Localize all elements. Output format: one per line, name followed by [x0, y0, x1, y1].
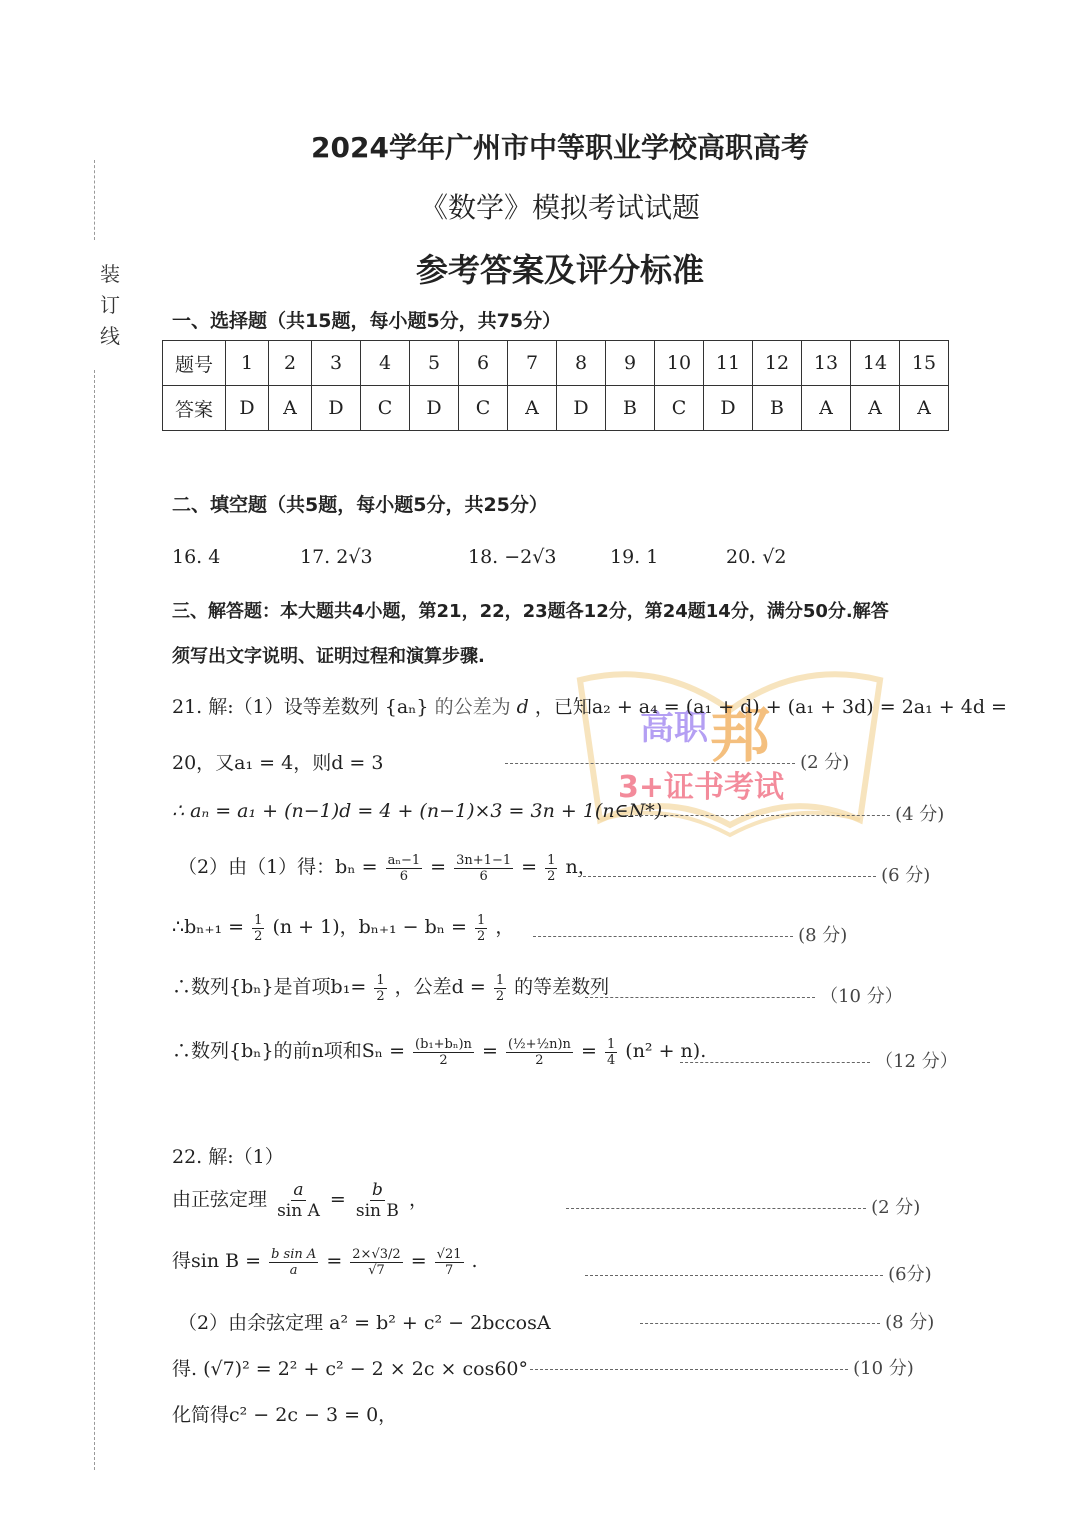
q21-line1-d: d — [516, 696, 529, 718]
q21-line4-pre: （2）由（1）得：bₙ = — [178, 856, 378, 878]
answer-row — [163, 386, 949, 431]
q-number: 6 — [459, 341, 508, 386]
equals: = — [410, 1250, 427, 1272]
answer-17: 17. 2√3 — [300, 546, 373, 568]
q21-line6-post: 的等差数列 — [514, 976, 610, 998]
page-subtitle: 《数学》模拟考试试题 — [419, 191, 700, 224]
q-number: 1 — [226, 341, 269, 386]
q21-line6 — [172, 972, 609, 1004]
section1-heading: 一、选择题（共15题，每小题5分，共75分） — [172, 310, 562, 332]
q21-line5 — [172, 912, 514, 944]
q21-line4-post: n， — [565, 856, 597, 878]
numerator: 2×√3/2 — [352, 1246, 401, 1262]
score-label: (6 分) — [881, 865, 931, 886]
denominator: a — [289, 1262, 298, 1278]
q21-line1 — [172, 692, 1007, 719]
binding-line-bottom — [94, 370, 95, 1470]
answer-cell: D — [410, 386, 459, 431]
denominator: 4 — [606, 1052, 616, 1068]
dash-leader — [625, 815, 890, 816]
watermark-line1: 高职 — [640, 708, 708, 748]
dash-leader — [530, 1369, 848, 1370]
numerator: (½+½n)n — [507, 1036, 571, 1052]
numerator: 1 — [376, 972, 385, 988]
fraction — [350, 1247, 402, 1278]
answer-cell: A — [851, 386, 900, 431]
q21-line1-pre: 21. 解:（1）设等差数列 — [172, 696, 379, 718]
dash-leader — [585, 1275, 883, 1276]
q22-line4: （2）由余弦定理 a² = b² + c² − 2bccosA — [178, 1312, 551, 1334]
watermark-line2: 3+证书考试 — [618, 770, 785, 805]
equals: = — [329, 1188, 346, 1211]
equals: = — [481, 1040, 498, 1062]
equals: = — [580, 1040, 597, 1062]
denominator: 2 — [254, 928, 263, 944]
fraction — [374, 973, 386, 1004]
answer-19: 19. 1 — [610, 546, 659, 568]
q22-line3-post: . — [471, 1250, 478, 1272]
score-label: （10 分） — [820, 986, 903, 1007]
fraction — [354, 1180, 401, 1221]
q21-line7-pre: ∴数列{bₙ}的前n项和Sₙ = — [172, 1040, 405, 1062]
row-label-question: 题号 — [163, 341, 226, 386]
denominator: 2 — [547, 868, 556, 884]
denominator: sin B — [355, 1201, 399, 1221]
binding-char-2: 订 — [100, 293, 120, 317]
answer-18: 18. −2√3 — [468, 546, 557, 568]
q22-line2 — [172, 1180, 428, 1221]
dash-leader — [640, 1323, 880, 1324]
denominator: 2 — [495, 988, 505, 1004]
section3-heading-line1: 三、解答题：本大题共4小题，第21，22，23题各12分，第24题14分，满分50分.解答 — [172, 601, 889, 622]
equals: = — [430, 856, 447, 878]
q21-line1-mid: 的公差为 — [434, 696, 511, 718]
numerator: 1 — [495, 972, 505, 988]
question-number-row — [163, 341, 949, 386]
numerator: 1 — [254, 912, 263, 928]
dash-leader — [578, 876, 876, 877]
q21-line5-mid: (n + 1)，bₙ₊₁ − bₙ = — [272, 916, 467, 938]
fraction — [252, 913, 264, 944]
q21-score-10 — [585, 982, 903, 1008]
q-number: 9 — [606, 341, 655, 386]
fraction — [475, 913, 487, 944]
q21-score-2 — [505, 748, 849, 774]
dash-leader — [505, 763, 795, 764]
q-number: 12 — [753, 341, 802, 386]
q22-line2-post: ， — [408, 1188, 428, 1211]
q21-line5-post: ， — [495, 916, 515, 938]
numerator: 1 — [477, 912, 486, 928]
q-number: 4 — [361, 341, 410, 386]
fraction — [605, 1037, 617, 1068]
fraction — [494, 973, 506, 1004]
q22-line6: 化简得c² − 2c − 3 = 0， — [172, 1404, 398, 1426]
answer-key-title: 参考答案及评分标准 — [415, 251, 704, 289]
numerator: aₙ−1 — [387, 852, 421, 868]
page-title: 2024学年广州市中等职业学校高职高考 — [311, 131, 809, 164]
score-label: (4 分) — [895, 804, 945, 825]
answer-16: 16. 4 — [172, 546, 221, 568]
q21-line5-pre: ∴bₙ₊₁ = — [172, 916, 245, 938]
q-number: 3 — [312, 341, 361, 386]
answer-cell: D — [704, 386, 753, 431]
fraction — [435, 1247, 464, 1278]
answer-cell: D — [312, 386, 361, 431]
denominator: √7 — [368, 1262, 385, 1278]
denominator: 6 — [479, 868, 488, 884]
answer-cell: D — [557, 386, 606, 431]
numerator: b sin A — [271, 1246, 317, 1262]
binding-char-3: 线 — [100, 324, 120, 348]
denominator: 2 — [439, 1052, 448, 1068]
q-number: 13 — [802, 341, 851, 386]
q-number: 2 — [269, 341, 312, 386]
q-number: 11 — [704, 341, 753, 386]
answer-cell: A — [269, 386, 312, 431]
q22-score-2 — [566, 1193, 920, 1219]
q22-score-10 — [530, 1354, 914, 1380]
q21-score-8 — [533, 921, 847, 947]
answer-cell: C — [459, 386, 508, 431]
q21-line6-pre: ∴数列{bₙ}是首项b₁= — [172, 976, 367, 998]
q-number: 10 — [655, 341, 704, 386]
numerator: 1 — [547, 852, 556, 868]
numerator: 3n+1−1 — [456, 852, 512, 868]
denominator: sin A — [277, 1201, 320, 1221]
numerator: √21 — [436, 1246, 462, 1262]
answer-cell: A — [802, 386, 851, 431]
fraction — [386, 853, 423, 884]
q22-line3-pre: 得sin B = — [172, 1250, 262, 1272]
dash-leader — [585, 997, 815, 998]
fraction — [269, 1247, 318, 1278]
score-label: （12 分） — [875, 1051, 958, 1072]
denominator: 6 — [399, 868, 408, 884]
q21-line4 — [178, 852, 597, 884]
denominator: 7 — [444, 1262, 454, 1278]
fraction — [545, 853, 557, 884]
section3-heading-line2: 须写出文字说明、证明过程和演算步骤. — [172, 646, 485, 667]
q21-line6-mid: ，公差d = — [394, 976, 486, 998]
score-label: (8 分) — [798, 925, 848, 946]
equals: = — [521, 856, 538, 878]
dash-leader — [533, 936, 793, 937]
dash-leader — [566, 1208, 866, 1209]
fraction — [506, 1037, 573, 1068]
denominator: 2 — [477, 928, 486, 944]
answer-cell: C — [361, 386, 410, 431]
fraction — [413, 1037, 474, 1068]
section2-heading: 二、填空题（共5题，每小题5分，共25分） — [172, 494, 548, 516]
q-number: 5 — [410, 341, 459, 386]
score-label: (2 分) — [800, 752, 850, 773]
q21-score-12 — [680, 1047, 958, 1073]
q-number: 8 — [557, 341, 606, 386]
dash-leader — [680, 1062, 870, 1063]
answer-cell: C — [655, 386, 704, 431]
q22-line3 — [172, 1246, 478, 1278]
q21-line7 — [172, 1036, 706, 1068]
q-number: 7 — [508, 341, 557, 386]
answer-cell: B — [606, 386, 655, 431]
numerator: (b₁+bₙ)n — [415, 1036, 472, 1052]
fraction — [454, 853, 513, 884]
denominator: 2 — [535, 1052, 544, 1068]
answer-cell: A — [900, 386, 949, 431]
answer-cell: A — [508, 386, 557, 431]
q22-line2-pre: 由正弦定理 — [172, 1188, 268, 1211]
numerator: 1 — [606, 1036, 616, 1052]
q22-line1: 22. 解:（1） — [172, 1146, 284, 1168]
fraction — [275, 1180, 322, 1221]
numerator: b — [371, 1180, 383, 1200]
q21-line2: 20，又a₁ = 4，则d = 3 — [172, 752, 384, 774]
binding-char-1: 装 — [100, 262, 120, 286]
q-number: 14 — [851, 341, 900, 386]
score-label: (2 分) — [871, 1197, 921, 1218]
score-label: (6分) — [888, 1264, 932, 1285]
numerator: a — [293, 1180, 304, 1200]
q21-line7-post: (n² + n). — [625, 1040, 707, 1062]
answer-cell: B — [753, 386, 802, 431]
q22-score-8 — [640, 1308, 934, 1334]
equals: = — [326, 1250, 343, 1272]
answer-20: 20. √2 — [726, 546, 787, 568]
watermark-big-char: 邦 — [710, 701, 770, 771]
q21-line1-seq: {aₙ} — [384, 696, 429, 718]
q22-score-6 — [585, 1260, 932, 1286]
denominator: 2 — [376, 988, 385, 1004]
answer-cell: D — [226, 386, 269, 431]
row-label-answer: 答案 — [163, 386, 226, 431]
score-label: (8 分) — [885, 1312, 935, 1333]
q21-score-4 — [625, 800, 944, 826]
q21-score-6 — [578, 861, 930, 887]
q22-line5: 得. (√7)² = 2² + c² − 2 × 2c × cos60° — [172, 1358, 528, 1380]
q-number: 15 — [900, 341, 949, 386]
answer-table — [162, 340, 949, 431]
q21-line3: ∴ aₙ = a₁ + (n−1)d = 4 + (n−1)×3 = 3n + 1(n∈N*). — [172, 800, 669, 822]
q21-line1-post: ，已知a₂ + a₄ = (a₁ + d) + (a₁ + 3d) = 2a₁ + 4d = — [534, 696, 1007, 718]
score-label: (10 分) — [853, 1358, 914, 1379]
